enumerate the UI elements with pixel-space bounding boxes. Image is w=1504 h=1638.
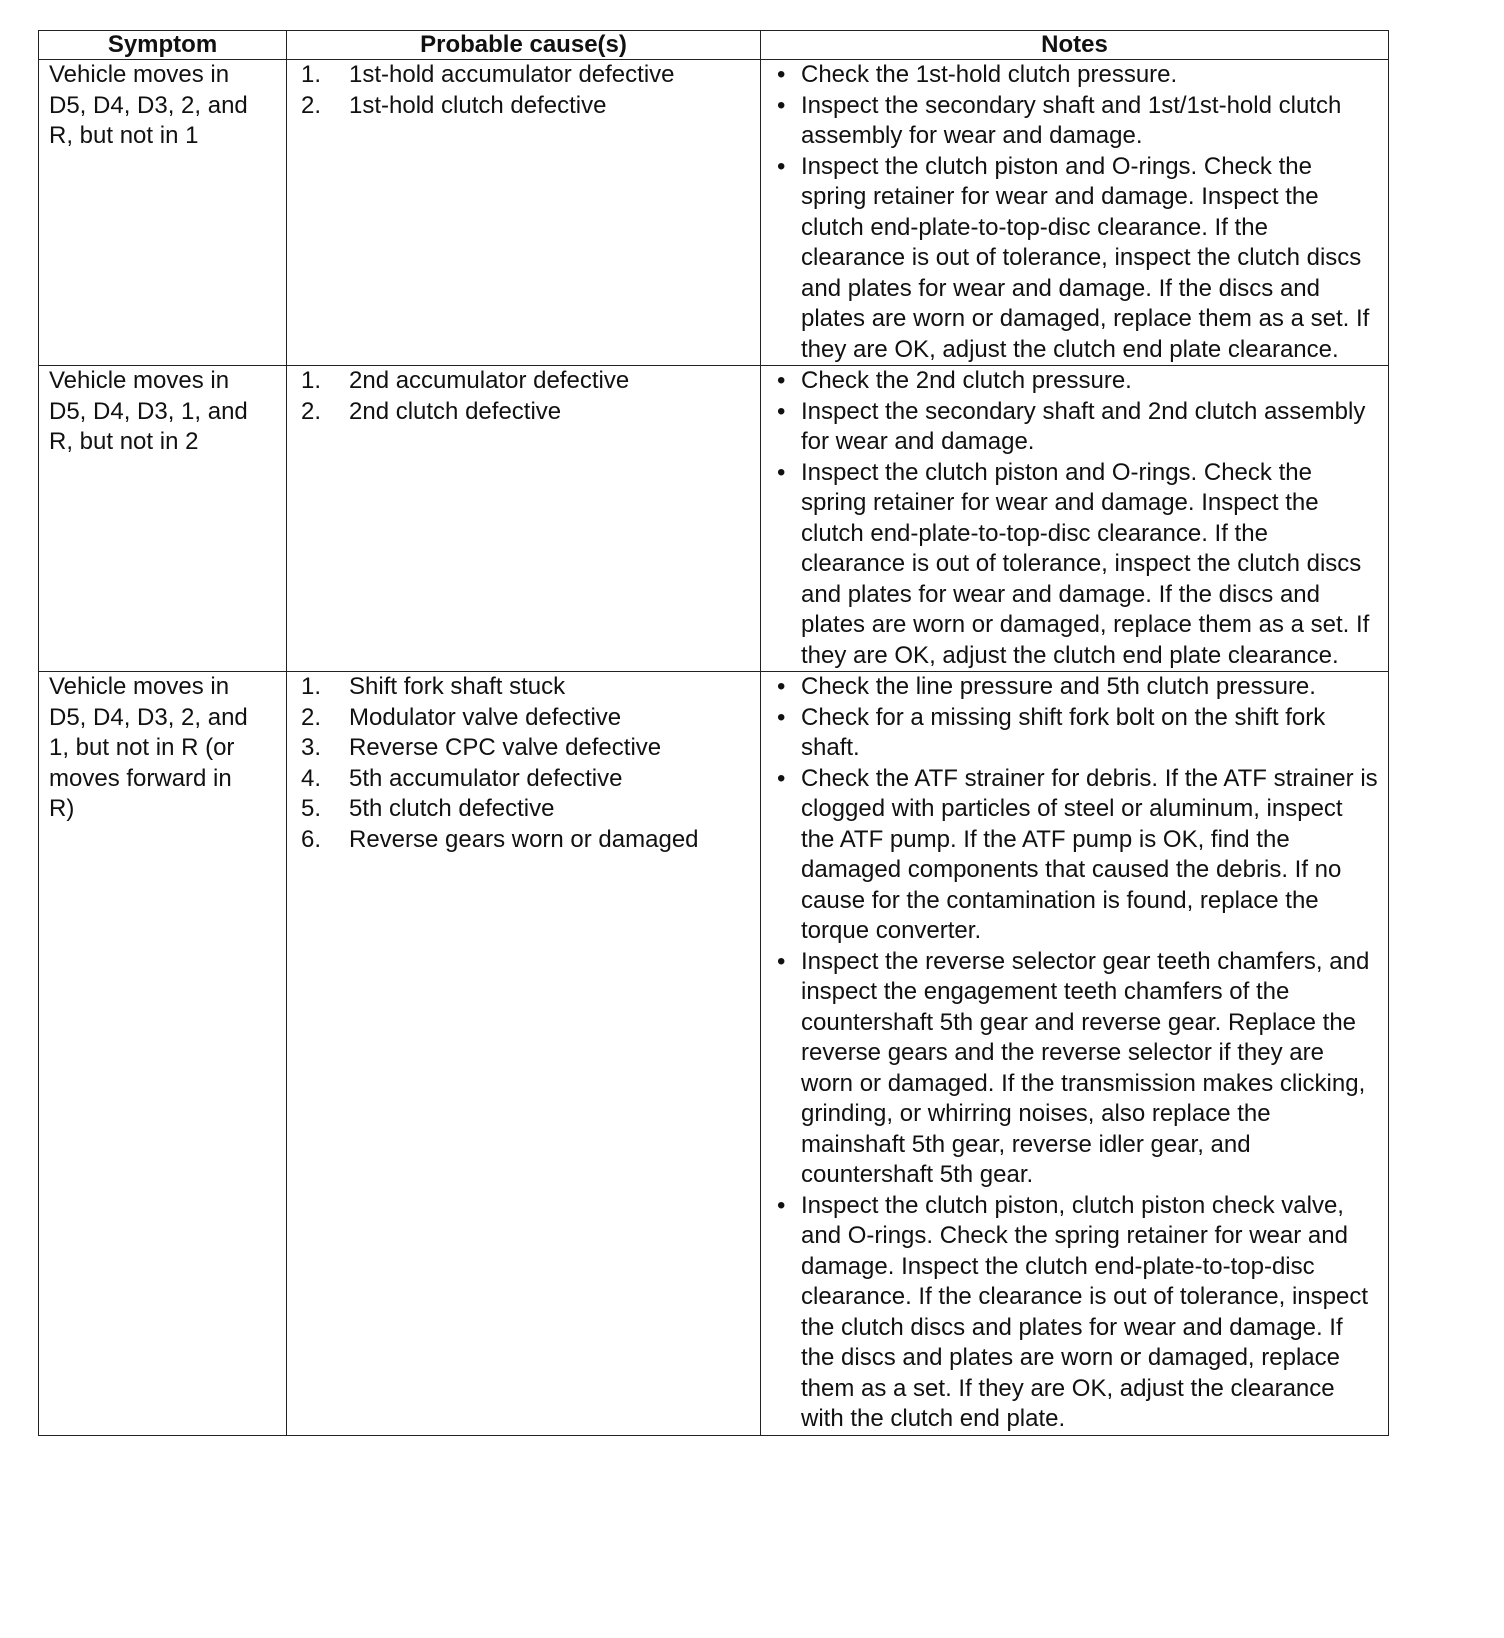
table-header-row (39, 31, 1389, 60)
notes-list (771, 672, 1378, 1435)
symptom-text: Vehicle moves in D5, D4, D3, 2, and R, but not in 1 (49, 61, 248, 149)
notes-list (771, 60, 1378, 365)
cause-text: 1st-hold accumulator defective (349, 61, 675, 88)
cause-number: 2. (301, 91, 322, 119)
symptom-cell (39, 672, 287, 1436)
note-item (777, 91, 1378, 152)
bullet-icon: • (777, 458, 786, 486)
bullet-icon: • (777, 947, 786, 975)
table-row (39, 672, 1389, 1436)
notes-cell (761, 366, 1389, 672)
symptom-text: Vehicle moves in D5, D4, D3, 1, and R, but not in 2 (49, 367, 248, 455)
cause-number: 1. (301, 61, 322, 88)
note-text: Check the 2nd clutch pressure. (801, 367, 1132, 394)
cause-text: Reverse gears worn or damaged (349, 825, 699, 853)
note-item (777, 947, 1378, 1191)
table-body (39, 60, 1389, 1436)
note-item (777, 672, 1378, 703)
notes-cell (761, 60, 1389, 366)
cause-text: Shift fork shaft stuck (349, 673, 566, 700)
bullet-icon: • (777, 91, 786, 119)
notes-list (771, 366, 1378, 671)
note-text: Inspect the clutch piston and O-rings. Check the spring retainer for wear and damage. Inspect the clutch end-plate-to-top-disc clearance. If the clearance is out of tolerance, inspect the clutch discs and plates for wear and damage. If the discs and plates are worn or damaged, replace them as a set. If they are OK, adjust the clutch end plate clearance. (801, 458, 1370, 669)
cause-number: 3. (301, 734, 322, 761)
note-text: Inspect the clutch piston and O-rings. Check the spring retainer for wear and damage. Inspect the clutch end-plate-to-top-disc clearance. If the clearance is out of tolerance, inspect the clutch discs and plates for wear and damage. If the discs and plates are worn or damaged, replace them as a set. If they are OK, adjust the clutch end plate clearance. (801, 152, 1370, 363)
cause-item (301, 764, 750, 795)
cause-number: 5. (301, 795, 322, 822)
note-text: Inspect the reverse selector gear teeth chamfers, and inspect the engagement teeth chamfers of the countershaft 5th gear and reverse gear. Replace the reverse gears and the reverse selector if they are worn or damaged. If the transmission makes clicking, grinding, or whirring noises, also replace the mainshaft 5th gear, reverse idler gear, and countershaft 5th gear. (801, 947, 1370, 1188)
cause-item (301, 794, 750, 825)
cause-item (301, 825, 750, 856)
cause-text: 1st-hold clutch defective (349, 91, 607, 119)
cause-list (297, 672, 750, 855)
note-item (777, 458, 1378, 672)
cause-text: 2nd accumulator defective (349, 367, 630, 394)
note-text: Inspect the secondary shaft and 2nd clutch assembly for wear and damage. (801, 397, 1366, 455)
note-text: Check the line pressure and 5th clutch pressure. (801, 673, 1316, 700)
cause-text: Reverse CPC valve defective (349, 734, 662, 761)
cause-number: 4. (301, 764, 322, 792)
header-notes: Notes (761, 31, 1389, 60)
note-text: Inspect the secondary shaft and 1st/1st-hold clutch assembly for wear and damage. (801, 91, 1342, 149)
cause-item (301, 60, 750, 91)
note-text: Inspect the clutch piston, clutch piston check valve, and O-rings. Check the spring retainer for wear and damage. Inspect the clutch end-plate-to-top-disc clearance. If the clearance is out of tolerance, inspect the clutch discs and plates for wear and damage. If the discs and plates are worn or damaged, replace them as a set. If they are OK, adjust the clearance with the clutch end plate. (801, 1191, 1368, 1432)
header-symptom: Symptom (39, 31, 287, 60)
table-row (39, 60, 1389, 366)
note-text: Check the ATF strainer for debris. If the ATF strainer is clogged with particles of steel or aluminum, inspect the ATF pump. If the ATF pump is OK, find the damaged components that caused the debris. If no cause for the contamination is found, replace the torque converter. (801, 764, 1378, 944)
bullet-icon: • (777, 367, 786, 394)
cause-item (301, 703, 750, 734)
header-probable-causes: Probable cause(s) (287, 31, 761, 60)
note-item (777, 703, 1378, 764)
cause-number: 1. (301, 367, 322, 394)
note-item (777, 152, 1378, 366)
cause-list (297, 366, 750, 427)
note-text: Check the 1st-hold clutch pressure. (801, 61, 1178, 88)
bullet-icon: • (777, 703, 786, 731)
cause-number: 1. (301, 673, 322, 700)
cause-text: 5th accumulator defective (349, 764, 623, 792)
cause-item (301, 366, 750, 397)
note-item (777, 764, 1378, 947)
cause-item (301, 733, 750, 764)
symptom-cell (39, 60, 287, 366)
cause-item (301, 397, 750, 428)
cause-item (301, 91, 750, 122)
bullet-icon: • (777, 397, 786, 425)
symptom-text: Vehicle moves in D5, D4, D3, 2, and 1, but not in R (or moves forward in R) (49, 673, 248, 822)
probable-causes-cell (287, 60, 761, 366)
cause-list (297, 60, 750, 121)
troubleshooting-sheet (38, 30, 1388, 1436)
cause-text: 5th clutch defective (349, 795, 555, 822)
cause-text: Modulator valve defective (349, 703, 622, 731)
cause-item (301, 672, 750, 703)
table-row (39, 366, 1389, 672)
note-item (777, 397, 1378, 458)
note-text: Check for a missing shift fork bolt on the shift fork shaft. (801, 703, 1326, 761)
cause-text: 2nd clutch defective (349, 397, 562, 425)
notes-cell (761, 672, 1389, 1436)
bullet-icon: • (777, 764, 786, 792)
cause-number: 2. (301, 703, 322, 731)
cause-number: 6. (301, 825, 322, 853)
probable-causes-cell (287, 672, 761, 1436)
cause-number: 2. (301, 397, 322, 425)
note-item (777, 366, 1378, 397)
note-item (777, 1191, 1378, 1435)
bullet-icon: • (777, 673, 786, 700)
bullet-icon: • (777, 1191, 786, 1219)
symptom-cell (39, 366, 287, 672)
bullet-icon: • (777, 152, 786, 180)
probable-causes-cell (287, 366, 761, 672)
note-item (777, 60, 1378, 91)
troubleshooting-table (38, 30, 1389, 1436)
bullet-icon: • (777, 61, 786, 88)
